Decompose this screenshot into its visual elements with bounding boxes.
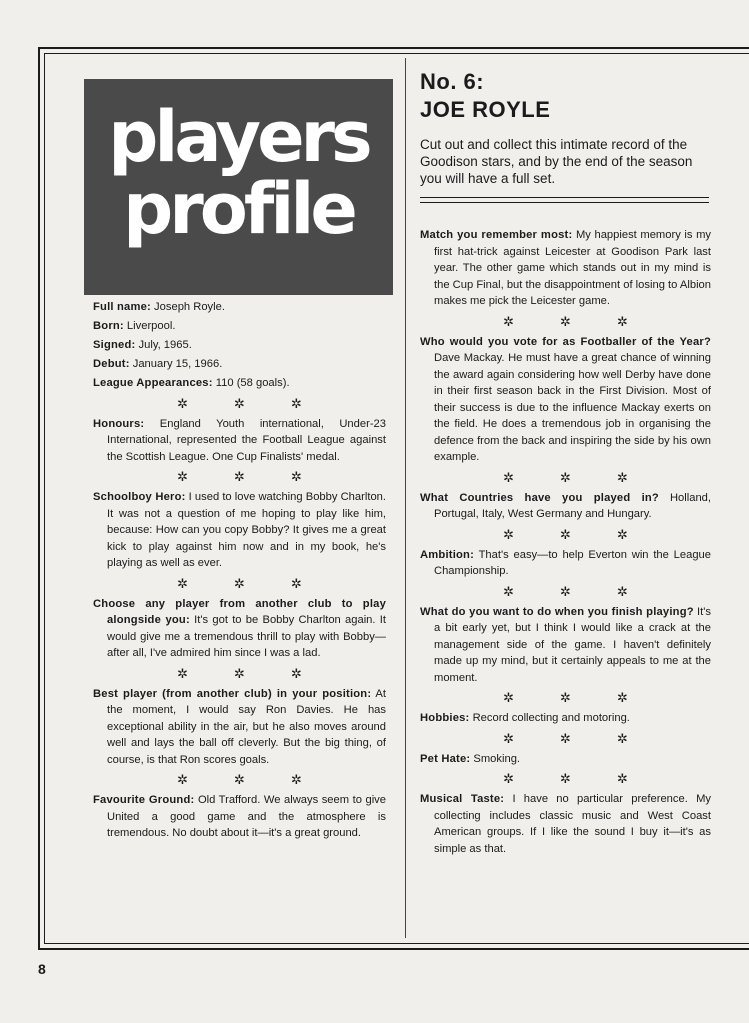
detail-label: Debut:	[93, 358, 130, 370]
star-divider	[420, 691, 711, 705]
logo-line-2: profile	[123, 168, 354, 250]
star-icon: ✲	[503, 469, 515, 485]
entry-text: Record collecting and motoring.	[469, 712, 630, 724]
star-icon: ✲	[290, 665, 302, 681]
entry-label: Musical Taste:	[420, 793, 505, 805]
star-icon: ✲	[503, 771, 515, 786]
star-icon: ✲	[234, 772, 245, 787]
players-profile-logo	[84, 79, 393, 295]
star-divider	[93, 667, 386, 681]
star-icon: ✲	[503, 730, 515, 746]
star-divider	[420, 585, 711, 599]
right-column	[420, 227, 711, 857]
star-icon: ✲	[234, 395, 245, 411]
entry-text: I have no particular preference. My collecting includes classic music and West Coast American groups. If I like the sound I buy it—it's as simple as that.	[434, 793, 711, 855]
entry-countries	[420, 490, 711, 523]
star-divider	[93, 470, 386, 484]
star-divider	[420, 528, 711, 542]
entry-label: Schoolboy Hero:	[93, 491, 186, 503]
star-icon: ✲	[560, 771, 571, 786]
entry-text: Smoking.	[470, 752, 521, 765]
detail-label: League Appearances:	[93, 377, 213, 389]
entry-label: Honours:	[93, 417, 145, 430]
entry-best-player	[93, 686, 386, 769]
star-divider	[93, 397, 386, 411]
star-icon: ✲	[234, 575, 245, 591]
star-icon: ✲	[616, 526, 628, 542]
entry-text: I used to love watching Bobby Charlton. It was not a question of me hoping to play like him, because: How can you copy Bobby? It gives me a great kick to play against him now and in my book, he's playing as well as ever.	[107, 491, 387, 569]
star-icon: ✲	[290, 772, 302, 787]
detail-value: 110 (58 goals).	[212, 377, 290, 389]
detail-label: Signed:	[93, 339, 136, 351]
star-icon: ✲	[560, 526, 571, 542]
entry-schoolboy-hero	[93, 489, 386, 572]
detail-label: Full name:	[93, 301, 151, 313]
entry-hobbies	[420, 710, 711, 727]
star-icon: ✲	[290, 469, 302, 484]
star-icon: ✲	[290, 575, 302, 591]
entry-text: At the moment, I would say Ron Davies. He has exceptional ability in the air, but he also moves around well and lays the ball off cleverly. But the big thing, of course, is that Ron scores goals.	[107, 687, 387, 766]
entry-ambition	[420, 547, 711, 580]
star-icon: ✲	[616, 469, 628, 485]
star-icon: ✲	[616, 771, 628, 786]
entry-match-remember	[420, 227, 711, 310]
entry-label: What Countries have you played in?	[420, 491, 659, 504]
detail-value: Joseph Royle.	[150, 301, 225, 313]
star-divider	[93, 773, 386, 787]
detail-value: January 15, 1966.	[129, 358, 223, 370]
article-header	[420, 68, 710, 187]
entry-text: My happiest memory is my first hat-trick against Leicester at Goodison Park last year. The other game which stands out in my mind is the Cup Final, but the disappointment of losing to Albion makes me pick the Leicester game.	[434, 229, 711, 307]
star-icon: ✲	[560, 469, 571, 485]
star-icon: ✲	[177, 395, 189, 411]
detail-full-name	[93, 299, 386, 316]
detail-born	[93, 318, 386, 335]
detail-label: Born:	[93, 320, 124, 332]
star-icon: ✲	[503, 583, 515, 599]
entry-favourite-ground	[93, 792, 386, 842]
star-divider	[420, 772, 711, 786]
detail-value: Liverpool.	[123, 320, 176, 332]
profile-number: No. 6:	[420, 69, 485, 94]
entry-footballer-of-year	[420, 334, 711, 466]
star-icon: ✲	[616, 313, 628, 329]
entry-text: Old Trafford. We always seem to give United a good game and the atmosphere is tremendous. No doubt about it—it's a great ground.	[107, 794, 386, 839]
entry-musical-taste	[420, 791, 711, 857]
star-icon: ✲	[503, 690, 515, 705]
star-icon: ✲	[616, 583, 628, 599]
entry-label: Favourite Ground:	[93, 794, 195, 806]
entry-label: Best player (from another club) in your position:	[93, 687, 372, 700]
entry-text: It's got to be Bobby Charlton again. It would give me a tremendous thrill to play with Bobby—after all, I've admired him since I was a lad.	[107, 614, 386, 659]
star-icon: ✲	[290, 395, 302, 411]
entry-text: England Youth international, Under-23 International, represented the Football League against the Scottish League. One Cup Finalists' medal.	[107, 417, 386, 463]
entry-label: What do you want to do when you finish playing?	[420, 605, 694, 618]
entry-text: That's easy—to help Everton win the League Championship.	[434, 548, 711, 577]
star-icon: ✲	[503, 526, 515, 542]
entry-text: It's a bit early yet, but I think I would like a crack at the management side of the game. I haven't definitely made up my mind, but it certainly appeals to me at the moment.	[434, 605, 711, 684]
star-icon: ✲	[560, 313, 571, 329]
left-column	[93, 299, 386, 842]
star-icon: ✲	[177, 665, 189, 681]
detail-signed	[93, 337, 386, 354]
star-icon: ✲	[560, 730, 571, 746]
detail-debut	[93, 356, 386, 373]
entry-label: Choose any player from another club to play alongside you:	[93, 597, 386, 626]
entry-label: Ambition:	[420, 548, 474, 561]
star-icon: ✲	[234, 665, 245, 681]
star-divider	[93, 577, 386, 591]
entry-label: Hobbies:	[420, 712, 470, 724]
star-icon: ✲	[177, 469, 189, 484]
star-divider	[420, 732, 711, 746]
entry-pet-hate	[420, 751, 711, 768]
star-icon: ✲	[560, 690, 571, 705]
star-icon: ✲	[177, 772, 189, 787]
intro-text: Cut out and collect this intimate record of the Goodison stars, and by the end of the season you will have a full set.	[420, 137, 693, 186]
entry-text: Holland, Portugal, Italy, West Germany and Hungary.	[434, 491, 711, 520]
header-double-rule	[420, 197, 709, 203]
star-icon: ✲	[616, 690, 628, 705]
logo-line-1: players	[108, 96, 369, 178]
entry-honours	[93, 416, 386, 466]
page-number: 8	[38, 961, 46, 977]
entry-text: Dave Mackay. He must have a great chance of winning the award again considering how well Derby have done in their first season back in the First Division. Most of their success is due to the influence Mackay exerts on the field. He does a tremendous job in organising the defence from the back and inspiring the side by his own example.	[434, 352, 711, 463]
star-icon: ✲	[503, 313, 515, 329]
entry-label: Pet Hate:	[420, 752, 471, 765]
entry-label: Who would you vote for as Footballer of the Year?	[420, 335, 711, 348]
entry-choose-player	[93, 596, 386, 662]
entry-after-playing	[420, 604, 711, 687]
star-icon: ✲	[560, 583, 571, 599]
star-icon: ✲	[616, 730, 628, 746]
star-divider	[420, 315, 711, 329]
detail-league-appearances	[93, 375, 386, 392]
entry-label: Match you remember most:	[420, 229, 573, 241]
star-icon: ✲	[234, 469, 245, 484]
detail-value: July, 1965.	[135, 339, 192, 351]
player-name: JOE ROYLE	[420, 97, 551, 122]
star-divider	[420, 471, 711, 485]
star-icon: ✲	[177, 575, 189, 591]
column-divider	[405, 58, 406, 938]
